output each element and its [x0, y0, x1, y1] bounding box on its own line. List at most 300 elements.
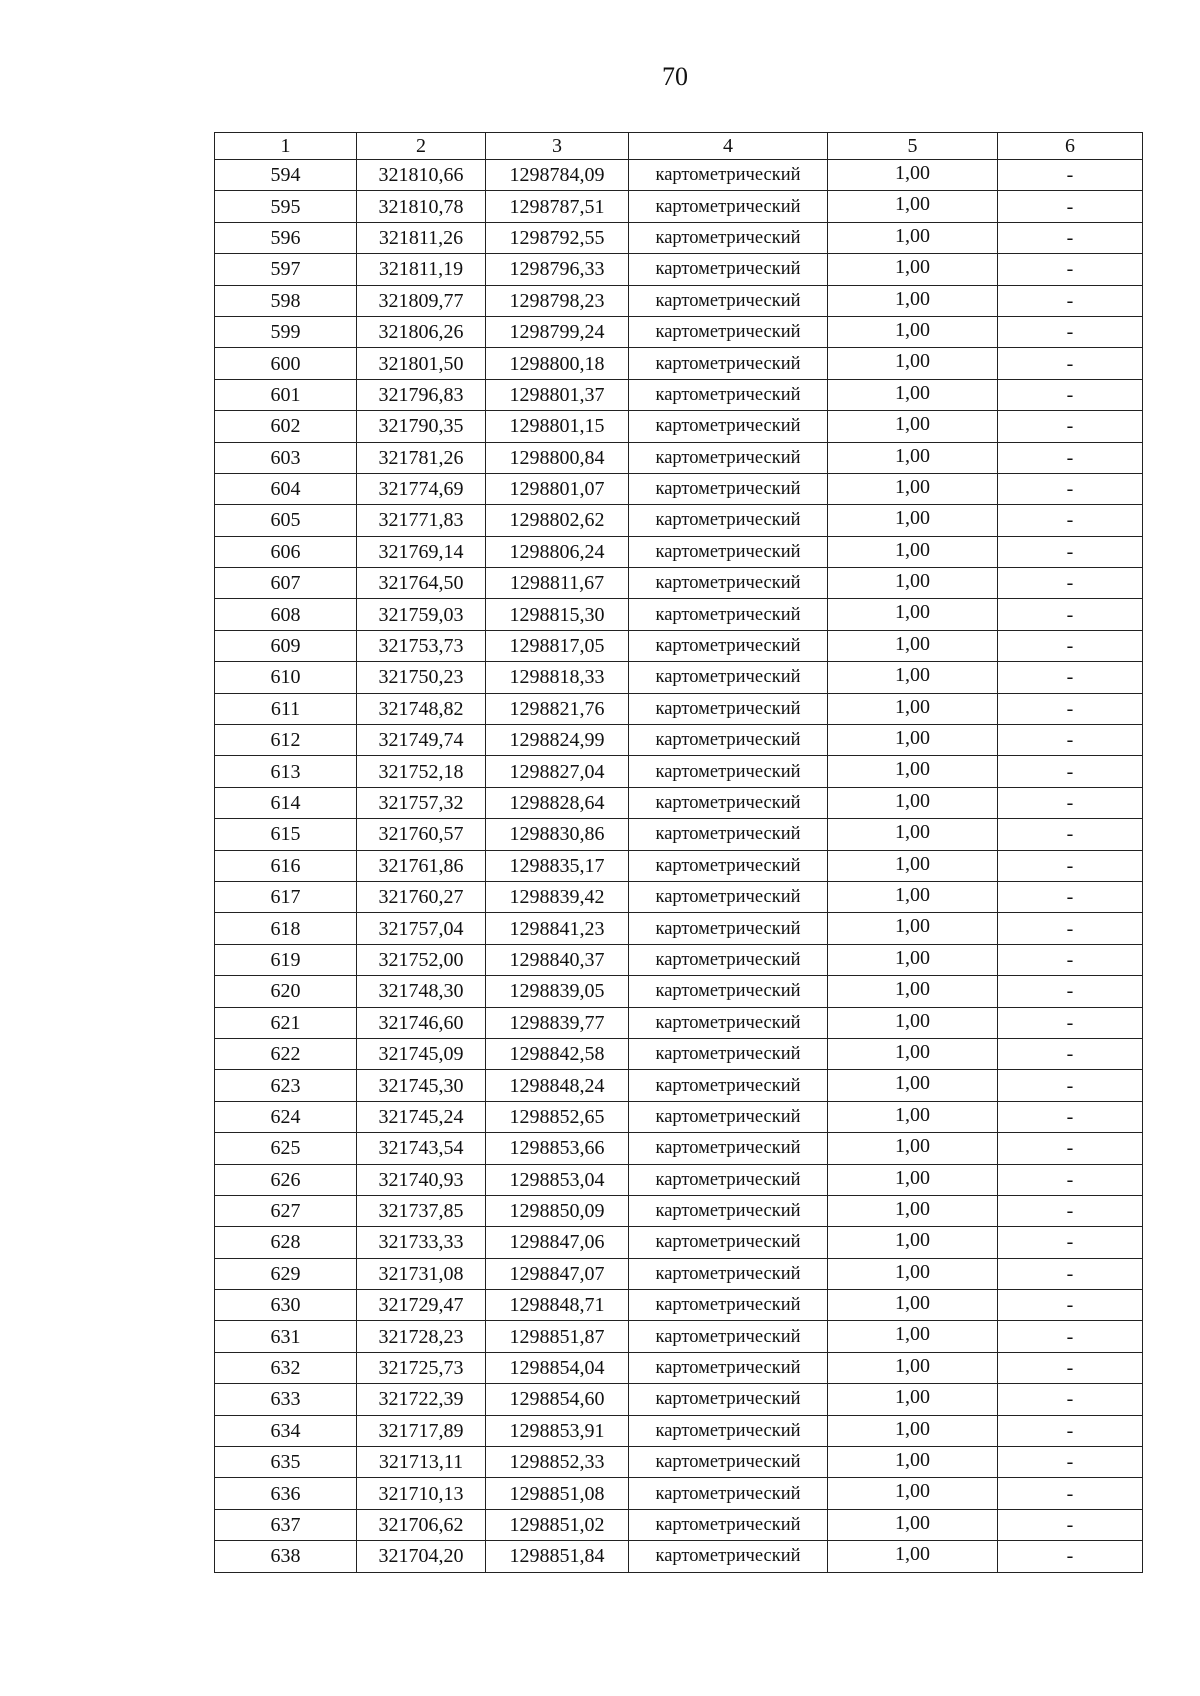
accuracy-cell: 1,00 [828, 1384, 998, 1415]
method-cell: картометрический [629, 693, 828, 724]
table-row [215, 316, 1143, 347]
method-cell: картометрический [629, 976, 828, 1007]
x-coordinate-cell: 321810,78 [357, 191, 486, 222]
x-coordinate-cell: 321752,18 [357, 756, 486, 787]
table-body [215, 160, 1143, 1573]
description-cell: - [998, 1447, 1143, 1478]
y-coordinate-cell: 1298847,06 [486, 1227, 629, 1258]
x-coordinate-cell: 321728,23 [357, 1321, 486, 1352]
x-coordinate-cell: 321759,03 [357, 599, 486, 630]
point-number-cell: 605 [215, 505, 357, 536]
accuracy-cell: 1,00 [828, 348, 998, 379]
accuracy-cell: 1,00 [828, 1352, 998, 1383]
x-coordinate-cell: 321760,27 [357, 881, 486, 912]
table-row [215, 1290, 1143, 1321]
point-number-cell: 626 [215, 1164, 357, 1195]
x-coordinate-cell: 321704,20 [357, 1541, 486, 1572]
table-row [215, 819, 1143, 850]
accuracy-cell: 1,00 [828, 1447, 998, 1478]
method-cell: картометрический [629, 1164, 828, 1195]
accuracy-cell: 1,00 [828, 1258, 998, 1289]
point-number-cell: 623 [215, 1070, 357, 1101]
coordinates-table [214, 132, 1143, 1573]
x-coordinate-cell: 321811,19 [357, 254, 486, 285]
y-coordinate-cell: 1298840,37 [486, 944, 629, 975]
y-coordinate-cell: 1298821,76 [486, 693, 629, 724]
table-row [215, 1133, 1143, 1164]
x-coordinate-cell: 321749,74 [357, 725, 486, 756]
y-coordinate-cell: 1298800,18 [486, 348, 629, 379]
column-header: 4 [629, 133, 828, 160]
y-coordinate-cell: 1298802,62 [486, 505, 629, 536]
point-number-cell: 632 [215, 1352, 357, 1383]
table-row [215, 191, 1143, 222]
y-coordinate-cell: 1298806,24 [486, 536, 629, 567]
x-coordinate-cell: 321750,23 [357, 662, 486, 693]
y-coordinate-cell: 1298835,17 [486, 850, 629, 881]
y-coordinate-cell: 1298787,51 [486, 191, 629, 222]
table-row [215, 411, 1143, 442]
point-number-cell: 635 [215, 1447, 357, 1478]
point-number-cell: 599 [215, 316, 357, 347]
accuracy-cell: 1,00 [828, 756, 998, 787]
method-cell: картометрический [629, 505, 828, 536]
x-coordinate-cell: 321717,89 [357, 1415, 486, 1446]
table-row [215, 913, 1143, 944]
accuracy-cell: 1,00 [828, 1509, 998, 1540]
y-coordinate-cell: 1298818,33 [486, 662, 629, 693]
method-cell: картометрический [629, 222, 828, 253]
table-row [215, 630, 1143, 661]
y-coordinate-cell: 1298851,08 [486, 1478, 629, 1509]
description-cell: - [998, 693, 1143, 724]
point-number-cell: 615 [215, 819, 357, 850]
accuracy-cell: 1,00 [828, 662, 998, 693]
table-row [215, 756, 1143, 787]
accuracy-cell: 1,00 [828, 1227, 998, 1258]
method-cell: картометрический [629, 944, 828, 975]
table-row [215, 1038, 1143, 1069]
point-number-cell: 606 [215, 536, 357, 567]
description-cell: - [998, 536, 1143, 567]
accuracy-cell: 1,00 [828, 1290, 998, 1321]
accuracy-cell: 1,00 [828, 536, 998, 567]
accuracy-cell: 1,00 [828, 1007, 998, 1038]
description-cell: - [998, 1541, 1143, 1572]
method-cell: картометрический [629, 1070, 828, 1101]
table-row [215, 536, 1143, 567]
description-cell: - [998, 881, 1143, 912]
column-header: 1 [215, 133, 357, 160]
x-coordinate-cell: 321811,26 [357, 222, 486, 253]
y-coordinate-cell: 1298848,71 [486, 1290, 629, 1321]
x-coordinate-cell: 321810,66 [357, 160, 486, 191]
method-cell: картометрический [629, 662, 828, 693]
column-header: 2 [357, 133, 486, 160]
point-number-cell: 619 [215, 944, 357, 975]
accuracy-cell: 1,00 [828, 473, 998, 504]
method-cell: картометрический [629, 379, 828, 410]
method-cell: картометрический [629, 913, 828, 944]
point-number-cell: 604 [215, 473, 357, 504]
method-cell: картометрический [629, 348, 828, 379]
point-number-cell: 634 [215, 1415, 357, 1446]
y-coordinate-cell: 1298839,42 [486, 881, 629, 912]
point-number-cell: 620 [215, 976, 357, 1007]
accuracy-cell: 1,00 [828, 1195, 998, 1226]
method-cell: картометрический [629, 1038, 828, 1069]
table-row [215, 1447, 1143, 1478]
table-row [215, 787, 1143, 818]
accuracy-cell: 1,00 [828, 379, 998, 410]
method-cell: картометрический [629, 599, 828, 630]
method-cell: картометрический [629, 473, 828, 504]
y-coordinate-cell: 1298801,07 [486, 473, 629, 504]
point-number-cell: 597 [215, 254, 357, 285]
description-cell: - [998, 442, 1143, 473]
x-coordinate-cell: 321722,39 [357, 1384, 486, 1415]
accuracy-cell: 1,00 [828, 505, 998, 536]
description-cell: - [998, 348, 1143, 379]
method-cell: картометрический [629, 1258, 828, 1289]
x-coordinate-cell: 321745,09 [357, 1038, 486, 1069]
column-header: 3 [486, 133, 629, 160]
description-cell: - [998, 1133, 1143, 1164]
table-row [215, 976, 1143, 1007]
x-coordinate-cell: 321745,24 [357, 1101, 486, 1132]
point-number-cell: 614 [215, 787, 357, 818]
accuracy-cell: 1,00 [828, 191, 998, 222]
x-coordinate-cell: 321764,50 [357, 568, 486, 599]
point-number-cell: 621 [215, 1007, 357, 1038]
accuracy-cell: 1,00 [828, 630, 998, 661]
accuracy-cell: 1,00 [828, 1101, 998, 1132]
accuracy-cell: 1,00 [828, 693, 998, 724]
table-row [215, 1415, 1143, 1446]
description-cell: - [998, 787, 1143, 818]
y-coordinate-cell: 1298801,15 [486, 411, 629, 442]
table-row [215, 662, 1143, 693]
point-number-cell: 602 [215, 411, 357, 442]
point-number-cell: 595 [215, 191, 357, 222]
description-cell: - [998, 222, 1143, 253]
table-row [215, 1321, 1143, 1352]
description-cell: - [998, 1101, 1143, 1132]
point-number-cell: 616 [215, 850, 357, 881]
table-header-row [215, 133, 1143, 160]
table-row [215, 1352, 1143, 1383]
accuracy-cell: 1,00 [828, 850, 998, 881]
accuracy-cell: 1,00 [828, 725, 998, 756]
table-row [215, 1541, 1143, 1572]
method-cell: картометрический [629, 568, 828, 599]
accuracy-cell: 1,00 [828, 1070, 998, 1101]
y-coordinate-cell: 1298854,60 [486, 1384, 629, 1415]
y-coordinate-cell: 1298853,04 [486, 1164, 629, 1195]
method-cell: картометрический [629, 442, 828, 473]
x-coordinate-cell: 321713,11 [357, 1447, 486, 1478]
method-cell: картометрический [629, 1384, 828, 1415]
x-coordinate-cell: 321743,54 [357, 1133, 486, 1164]
description-cell: - [998, 1038, 1143, 1069]
method-cell: картометрический [629, 1133, 828, 1164]
method-cell: картометрический [629, 1227, 828, 1258]
description-cell: - [998, 1290, 1143, 1321]
method-cell: картометрический [629, 1509, 828, 1540]
x-coordinate-cell: 321752,00 [357, 944, 486, 975]
description-cell: - [998, 913, 1143, 944]
table-row [215, 1007, 1143, 1038]
table-row [215, 850, 1143, 881]
y-coordinate-cell: 1298824,99 [486, 725, 629, 756]
point-number-cell: 609 [215, 630, 357, 661]
point-number-cell: 631 [215, 1321, 357, 1352]
y-coordinate-cell: 1298839,77 [486, 1007, 629, 1038]
method-cell: картометрический [629, 819, 828, 850]
method-cell: картометрический [629, 316, 828, 347]
table-row [215, 693, 1143, 724]
accuracy-cell: 1,00 [828, 881, 998, 912]
method-cell: картометрический [629, 1447, 828, 1478]
page-number: 70 [662, 62, 688, 91]
y-coordinate-cell: 1298798,23 [486, 285, 629, 316]
description-cell: - [998, 1195, 1143, 1226]
accuracy-cell: 1,00 [828, 1478, 998, 1509]
table-row [215, 568, 1143, 599]
y-coordinate-cell: 1298847,07 [486, 1258, 629, 1289]
y-coordinate-cell: 1298811,67 [486, 568, 629, 599]
y-coordinate-cell: 1298830,86 [486, 819, 629, 850]
accuracy-cell: 1,00 [828, 254, 998, 285]
point-number-cell: 633 [215, 1384, 357, 1415]
accuracy-cell: 1,00 [828, 411, 998, 442]
x-coordinate-cell: 321806,26 [357, 316, 486, 347]
point-number-cell: 608 [215, 599, 357, 630]
description-cell: - [998, 725, 1143, 756]
y-coordinate-cell: 1298854,04 [486, 1352, 629, 1383]
method-cell: картометрический [629, 191, 828, 222]
x-coordinate-cell: 321771,83 [357, 505, 486, 536]
accuracy-cell: 1,00 [828, 442, 998, 473]
description-cell: - [998, 1478, 1143, 1509]
method-cell: картометрический [629, 1352, 828, 1383]
x-coordinate-cell: 321761,86 [357, 850, 486, 881]
y-coordinate-cell: 1298784,09 [486, 160, 629, 191]
point-number-cell: 607 [215, 568, 357, 599]
description-cell: - [998, 411, 1143, 442]
description-cell: - [998, 568, 1143, 599]
description-cell: - [998, 473, 1143, 504]
point-number-cell: 600 [215, 348, 357, 379]
accuracy-cell: 1,00 [828, 1541, 998, 1572]
description-cell: - [998, 630, 1143, 661]
table-row [215, 881, 1143, 912]
point-number-cell: 625 [215, 1133, 357, 1164]
x-coordinate-cell: 321781,26 [357, 442, 486, 473]
point-number-cell: 638 [215, 1541, 357, 1572]
table-row [215, 160, 1143, 191]
x-coordinate-cell: 321774,69 [357, 473, 486, 504]
x-coordinate-cell: 321745,30 [357, 1070, 486, 1101]
accuracy-cell: 1,00 [828, 1038, 998, 1069]
y-coordinate-cell: 1298801,37 [486, 379, 629, 410]
table-row [215, 944, 1143, 975]
method-cell: картометрический [629, 1478, 828, 1509]
table-row [215, 222, 1143, 253]
accuracy-cell: 1,00 [828, 1133, 998, 1164]
description-cell: - [998, 191, 1143, 222]
description-cell: - [998, 379, 1143, 410]
accuracy-cell: 1,00 [828, 1164, 998, 1195]
x-coordinate-cell: 321729,47 [357, 1290, 486, 1321]
table-row [215, 1384, 1143, 1415]
point-number-cell: 618 [215, 913, 357, 944]
method-cell: картометрический [629, 254, 828, 285]
x-coordinate-cell: 321748,30 [357, 976, 486, 1007]
point-number-cell: 627 [215, 1195, 357, 1226]
y-coordinate-cell: 1298851,84 [486, 1541, 629, 1572]
table-row [215, 348, 1143, 379]
accuracy-cell: 1,00 [828, 599, 998, 630]
table-row [215, 285, 1143, 316]
description-cell: - [998, 160, 1143, 191]
y-coordinate-cell: 1298853,66 [486, 1133, 629, 1164]
method-cell: картометрический [629, 881, 828, 912]
description-cell: - [998, 1321, 1143, 1352]
method-cell: картометрический [629, 1007, 828, 1038]
method-cell: картометрический [629, 536, 828, 567]
table-row [215, 599, 1143, 630]
y-coordinate-cell: 1298800,84 [486, 442, 629, 473]
y-coordinate-cell: 1298827,04 [486, 756, 629, 787]
description-cell: - [998, 1070, 1143, 1101]
y-coordinate-cell: 1298852,65 [486, 1101, 629, 1132]
accuracy-cell: 1,00 [828, 819, 998, 850]
description-cell: - [998, 756, 1143, 787]
description-cell: - [998, 662, 1143, 693]
y-coordinate-cell: 1298851,87 [486, 1321, 629, 1352]
accuracy-cell: 1,00 [828, 1321, 998, 1352]
accuracy-cell: 1,00 [828, 976, 998, 1007]
description-cell: - [998, 976, 1143, 1007]
method-cell: картометрический [629, 725, 828, 756]
point-number-cell: 598 [215, 285, 357, 316]
description-cell: - [998, 1227, 1143, 1258]
method-cell: картометрический [629, 1290, 828, 1321]
accuracy-cell: 1,00 [828, 568, 998, 599]
accuracy-cell: 1,00 [828, 160, 998, 191]
y-coordinate-cell: 1298850,09 [486, 1195, 629, 1226]
x-coordinate-cell: 321753,73 [357, 630, 486, 661]
point-number-cell: 612 [215, 725, 357, 756]
x-coordinate-cell: 321737,85 [357, 1195, 486, 1226]
description-cell: - [998, 1352, 1143, 1383]
description-cell: - [998, 1509, 1143, 1540]
description-cell: - [998, 944, 1143, 975]
method-cell: картометрический [629, 1415, 828, 1446]
method-cell: картометрический [629, 787, 828, 818]
description-cell: - [998, 316, 1143, 347]
method-cell: картометрический [629, 850, 828, 881]
point-number-cell: 617 [215, 881, 357, 912]
table-row [215, 1164, 1143, 1195]
y-coordinate-cell: 1298841,23 [486, 913, 629, 944]
x-coordinate-cell: 321769,14 [357, 536, 486, 567]
point-number-cell: 611 [215, 693, 357, 724]
x-coordinate-cell: 321748,82 [357, 693, 486, 724]
accuracy-cell: 1,00 [828, 913, 998, 944]
accuracy-cell: 1,00 [828, 787, 998, 818]
table-row [215, 442, 1143, 473]
method-cell: картометрический [629, 1541, 828, 1572]
x-coordinate-cell: 321757,32 [357, 787, 486, 818]
accuracy-cell: 1,00 [828, 1415, 998, 1446]
table-row [215, 1509, 1143, 1540]
y-coordinate-cell: 1298853,91 [486, 1415, 629, 1446]
method-cell: картометрический [629, 285, 828, 316]
x-coordinate-cell: 321790,35 [357, 411, 486, 442]
x-coordinate-cell: 321760,57 [357, 819, 486, 850]
description-cell: - [998, 285, 1143, 316]
y-coordinate-cell: 1298828,64 [486, 787, 629, 818]
column-header: 6 [998, 133, 1143, 160]
y-coordinate-cell: 1298796,33 [486, 254, 629, 285]
y-coordinate-cell: 1298799,24 [486, 316, 629, 347]
description-cell: - [998, 819, 1143, 850]
accuracy-cell: 1,00 [828, 285, 998, 316]
point-number-cell: 637 [215, 1509, 357, 1540]
table-row [215, 1070, 1143, 1101]
description-cell: - [998, 850, 1143, 881]
table-row [215, 1478, 1143, 1509]
method-cell: картометрический [629, 160, 828, 191]
x-coordinate-cell: 321757,04 [357, 913, 486, 944]
description-cell: - [998, 599, 1143, 630]
point-number-cell: 624 [215, 1101, 357, 1132]
method-cell: картометрический [629, 411, 828, 442]
method-cell: картометрический [629, 1321, 828, 1352]
table-row [215, 505, 1143, 536]
method-cell: картометрический [629, 1195, 828, 1226]
x-coordinate-cell: 321809,77 [357, 285, 486, 316]
x-coordinate-cell: 321706,62 [357, 1509, 486, 1540]
description-cell: - [998, 505, 1143, 536]
point-number-cell: 596 [215, 222, 357, 253]
accuracy-cell: 1,00 [828, 316, 998, 347]
point-number-cell: 603 [215, 442, 357, 473]
method-cell: картометрический [629, 630, 828, 661]
y-coordinate-cell: 1298851,02 [486, 1509, 629, 1540]
y-coordinate-cell: 1298817,05 [486, 630, 629, 661]
y-coordinate-cell: 1298848,24 [486, 1070, 629, 1101]
point-number-cell: 629 [215, 1258, 357, 1289]
x-coordinate-cell: 321725,73 [357, 1352, 486, 1383]
x-coordinate-cell: 321740,93 [357, 1164, 486, 1195]
y-coordinate-cell: 1298852,33 [486, 1447, 629, 1478]
table-row [215, 473, 1143, 504]
x-coordinate-cell: 321710,13 [357, 1478, 486, 1509]
point-number-cell: 613 [215, 756, 357, 787]
point-number-cell: 610 [215, 662, 357, 693]
y-coordinate-cell: 1298792,55 [486, 222, 629, 253]
method-cell: картометрический [629, 1101, 828, 1132]
table-row [215, 379, 1143, 410]
description-cell: - [998, 254, 1143, 285]
y-coordinate-cell: 1298815,30 [486, 599, 629, 630]
description-cell: - [998, 1384, 1143, 1415]
x-coordinate-cell: 321746,60 [357, 1007, 486, 1038]
point-number-cell: 630 [215, 1290, 357, 1321]
